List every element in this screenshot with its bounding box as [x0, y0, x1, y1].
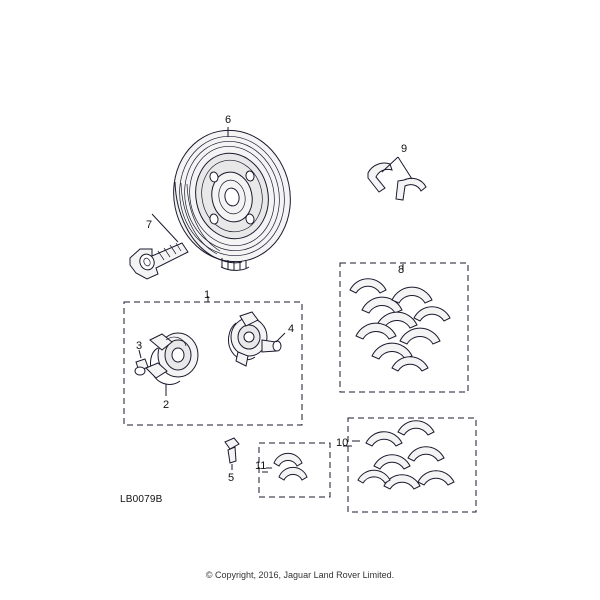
callout-11: 11	[255, 460, 267, 472]
callout-9: 9	[401, 143, 408, 155]
part-oil-pump-body	[135, 333, 198, 396]
callout-2: 2	[163, 399, 170, 411]
callout-3: 3	[136, 340, 143, 352]
callout-6: 6	[225, 114, 232, 126]
group-box-bearing-set-lower	[348, 418, 476, 512]
part-thrust-washer-pair	[368, 157, 426, 200]
part-bearing-cap-bolt	[225, 438, 239, 470]
copyright-notice: © Copyright, 2016, Jaguar Land Rover Limited.	[205, 570, 395, 580]
callout-4: 4	[288, 323, 295, 335]
group-box-thrust-shell	[259, 443, 330, 497]
part-oil-pump-relief-valve	[229, 312, 285, 366]
callout-10: 10	[336, 437, 349, 449]
drawing-code: LB0079B	[120, 494, 163, 505]
callout-8: 8	[398, 264, 405, 276]
callout-5: 5	[228, 472, 235, 484]
part-crankshaft-pulley-bolt	[130, 214, 188, 279]
group-box-bearing-set-upper	[340, 263, 468, 392]
callout-7: 7	[146, 219, 153, 231]
bearing-shell	[350, 279, 450, 371]
bearing-shell	[358, 421, 454, 489]
callout-1: 1	[204, 289, 211, 301]
